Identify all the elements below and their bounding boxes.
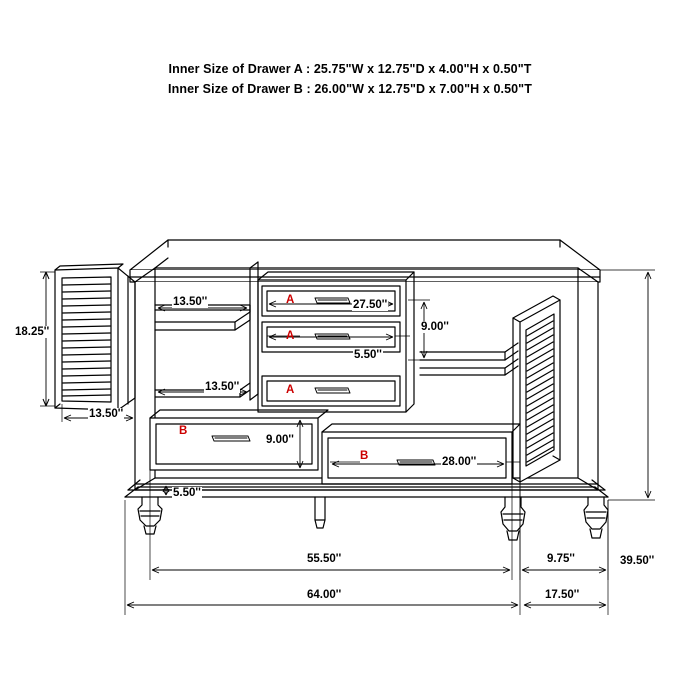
dim-drawer-a-width: 27.50'' xyxy=(353,299,388,311)
drawer-label-a3: A xyxy=(286,384,295,396)
dim-drawer-b-width: 28.00'' xyxy=(442,456,477,468)
dim-overall-width: 64.00'' xyxy=(307,589,342,601)
drawer-b-note: Inner Size of Drawer B : 26.00"W x 12.75"D x 7.00"H x 0.50"T xyxy=(168,82,532,96)
dim-left-door-depth: 13.50'' xyxy=(89,408,124,420)
dim-right-shelf-height: 9.00'' xyxy=(421,321,449,333)
dim-base-height: 5.50'' xyxy=(173,487,201,499)
drawer-a-note: Inner Size of Drawer A : 25.75"W x 12.75"D x 4.00"H x 0.50"T xyxy=(168,62,532,76)
drawer-label-a2: A xyxy=(286,330,295,342)
dim-drawer-b-height: 9.00'' xyxy=(266,434,294,446)
dim-side-depth: 9.75'' xyxy=(547,553,575,565)
drawer-label-b1: B xyxy=(179,425,188,437)
drawer-label-a1: A xyxy=(286,294,295,306)
dim-left-shelf-width: 13.50'' xyxy=(173,296,208,308)
dim-overall-depth: 17.50'' xyxy=(545,589,580,601)
dim-front-width: 55.50'' xyxy=(307,553,342,565)
dim-drawer-a-height: 5.50'' xyxy=(354,349,382,361)
dim-mid-shelf-width: 13.50'' xyxy=(205,381,240,393)
dim-total-height: 39.50'' xyxy=(620,555,655,567)
drawer-label-b2: B xyxy=(360,450,369,462)
dim-left-door-height: 18.25'' xyxy=(15,326,50,338)
